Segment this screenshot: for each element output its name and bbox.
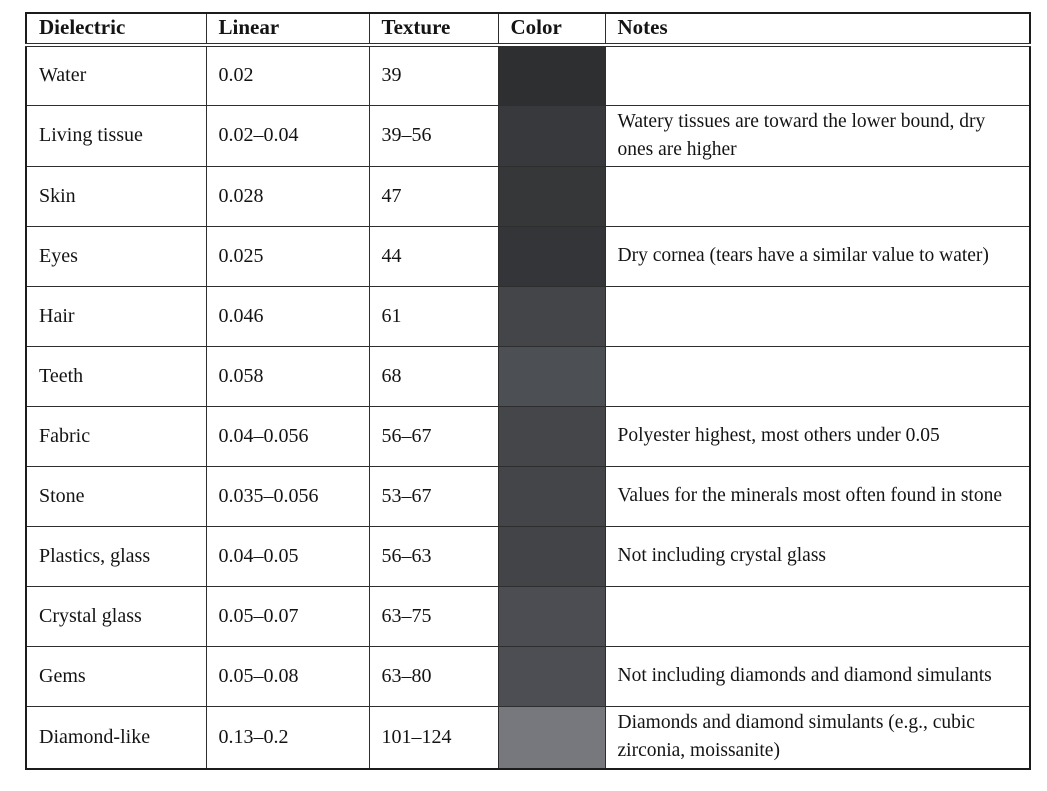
- linear-cell: 0.046: [206, 287, 369, 347]
- dielectric-cell: Diamond-like: [26, 707, 206, 769]
- notes-cell: Values for the minerals most often found in stone: [605, 467, 1030, 527]
- dielectric-cell: Teeth: [26, 347, 206, 407]
- col-header-dielectric: Dielectric: [26, 13, 206, 45]
- texture-cell: 56–67: [369, 407, 498, 467]
- texture-cell: 53–67: [369, 467, 498, 527]
- texture-cell: 63–75: [369, 587, 498, 647]
- table-row: [26, 45, 1030, 105]
- linear-cell: 0.04–0.056: [206, 407, 369, 467]
- notes-cell: [605, 287, 1030, 347]
- color-swatch: [498, 527, 605, 587]
- col-header-texture: Texture: [369, 13, 498, 45]
- texture-cell: 39–56: [369, 105, 498, 167]
- table-row: [26, 587, 1030, 647]
- notes-cell: Watery tissues are toward the lower bound, dry ones are higher: [605, 105, 1030, 167]
- linear-cell: 0.04–0.05: [206, 527, 369, 587]
- texture-cell: 68: [369, 347, 498, 407]
- dielectric-cell: Stone: [26, 467, 206, 527]
- dielectric-cell: Gems: [26, 647, 206, 707]
- dielectric-cell: Living tissue: [26, 105, 206, 167]
- table-row: [26, 227, 1030, 287]
- texture-cell: 44: [369, 227, 498, 287]
- linear-cell: 0.02–0.04: [206, 105, 369, 167]
- dielectric-cell: Water: [26, 45, 206, 105]
- texture-cell: 39: [369, 45, 498, 105]
- notes-cell: Polyester highest, most others under 0.05: [605, 407, 1030, 467]
- color-swatch: [498, 167, 605, 227]
- table-row: [26, 527, 1030, 587]
- notes-cell: [605, 45, 1030, 105]
- col-header-color: Color: [498, 13, 605, 45]
- color-swatch: [498, 467, 605, 527]
- linear-cell: 0.02: [206, 45, 369, 105]
- notes-cell: Not including diamonds and diamond simulants: [605, 647, 1030, 707]
- texture-cell: 63–80: [369, 647, 498, 707]
- linear-cell: 0.05–0.07: [206, 587, 369, 647]
- notes-cell: Dry cornea (tears have a similar value to water): [605, 227, 1030, 287]
- color-swatch: [498, 105, 605, 167]
- texture-cell: 101–124: [369, 707, 498, 769]
- dielectric-cell: Eyes: [26, 227, 206, 287]
- color-swatch: [498, 227, 605, 287]
- linear-cell: 0.035–0.056: [206, 467, 369, 527]
- notes-cell: [605, 167, 1030, 227]
- table-row: [26, 647, 1030, 707]
- col-header-notes: Notes: [605, 13, 1030, 45]
- linear-cell: 0.058: [206, 347, 369, 407]
- dielectric-cell: Plastics, glass: [26, 527, 206, 587]
- table-row: [26, 707, 1030, 769]
- table-container: [25, 12, 1031, 770]
- dielectric-cell: Skin: [26, 167, 206, 227]
- dielectric-cell: Fabric: [26, 407, 206, 467]
- table-row: [26, 167, 1030, 227]
- color-swatch: [498, 407, 605, 467]
- notes-cell: [605, 587, 1030, 647]
- notes-cell: Diamonds and diamond simulants (e.g., cubic zirconia, moissanite): [605, 707, 1030, 769]
- texture-cell: 47: [369, 167, 498, 227]
- color-swatch: [498, 707, 605, 769]
- color-swatch: [498, 45, 605, 105]
- notes-cell: [605, 347, 1030, 407]
- color-swatch: [498, 287, 605, 347]
- linear-cell: 0.025: [206, 227, 369, 287]
- table-row: [26, 407, 1030, 467]
- linear-cell: 0.05–0.08: [206, 647, 369, 707]
- color-swatch: [498, 347, 605, 407]
- color-swatch: [498, 647, 605, 707]
- linear-cell: 0.13–0.2: [206, 707, 369, 769]
- table-row: [26, 347, 1030, 407]
- table-row: [26, 467, 1030, 527]
- linear-cell: 0.028: [206, 167, 369, 227]
- table-row: [26, 287, 1030, 347]
- texture-cell: 61: [369, 287, 498, 347]
- notes-cell: Not including crystal glass: [605, 527, 1030, 587]
- dielectric-table: [25, 12, 1031, 770]
- table-row: [26, 105, 1030, 167]
- dielectric-cell: Hair: [26, 287, 206, 347]
- texture-cell: 56–63: [369, 527, 498, 587]
- color-swatch: [498, 587, 605, 647]
- dielectric-cell: Crystal glass: [26, 587, 206, 647]
- header-row: [26, 13, 1030, 45]
- col-header-linear: Linear: [206, 13, 369, 45]
